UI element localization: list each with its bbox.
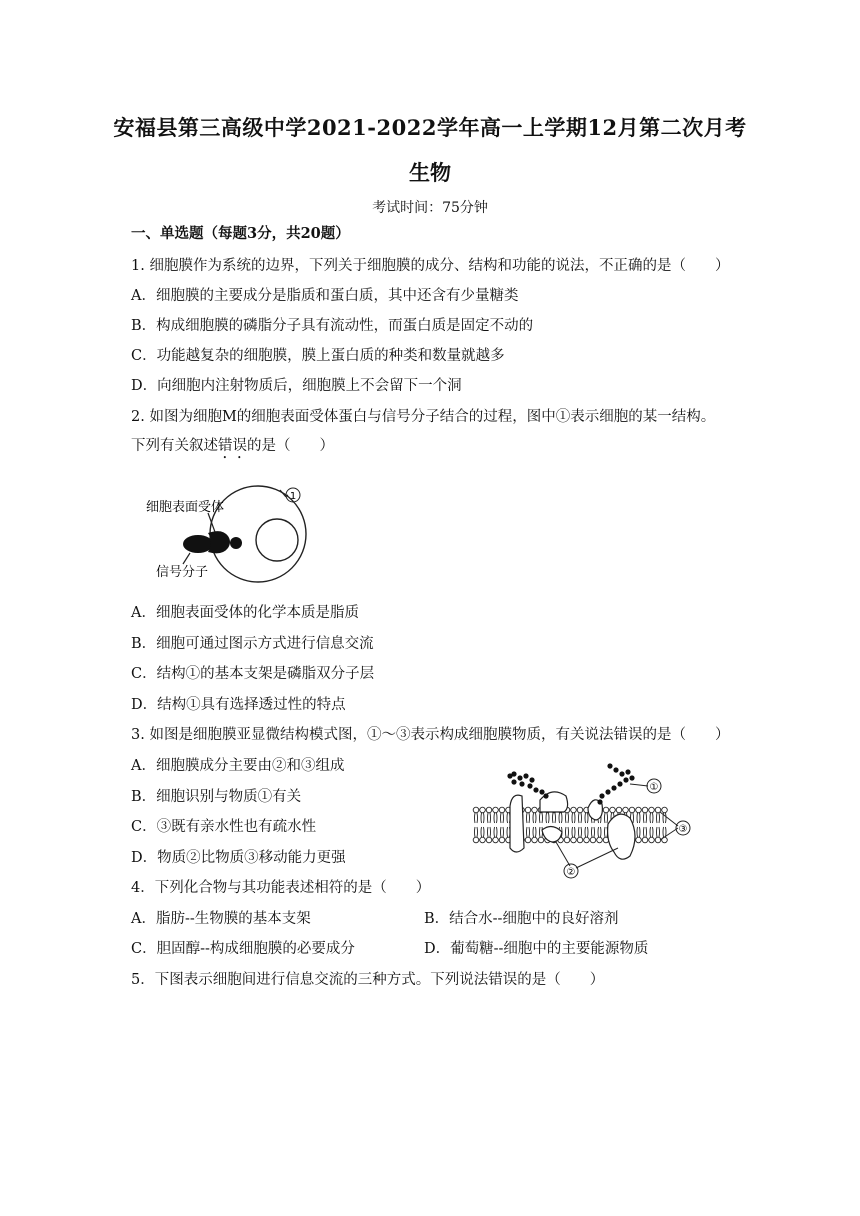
q4-option-d: D．葡萄糖--细胞中的主要能源物质 <box>424 941 649 957</box>
membrane-protein-4 <box>608 814 635 859</box>
q2-stem-emphasis: 错误 <box>218 438 247 454</box>
q3-membrane-figure <box>470 752 695 880</box>
q3-stem: 3. 如图是细胞膜亚显微结构模式图，①～③表示构成细胞膜物质，有关说法错误的是（ ） <box>131 727 730 743</box>
q4-option-c: C．胆固醇--构成细胞膜的必要成分 <box>131 941 355 957</box>
q3-option-b: B．细胞识别与物质①有关 <box>131 789 302 805</box>
glycoprotein-chains <box>507 763 634 804</box>
q2-stem-post: 的是（ ） <box>247 438 334 454</box>
q4-option-b: B．结合水--细胞中的良好溶剂 <box>424 911 619 927</box>
q2-option-b: B．细胞可通过图示方式进行信息交流 <box>131 636 374 652</box>
label-3: ③ <box>678 824 688 835</box>
q2-stem-line1: 2. 如图为细胞M的细胞表面受体蛋白与信号分子结合的过程，图中①表示细胞的某一结构。 <box>131 409 716 425</box>
membrane-protein-1 <box>510 795 524 852</box>
label-1-leader <box>280 490 286 497</box>
q3-option-c: C．③既有亲水性也有疏水性 <box>131 819 317 835</box>
q3-option-d: D．物质②比物质③移动能力更强 <box>131 850 346 866</box>
q2-stem-line2 <box>131 434 334 462</box>
label-1: 1 <box>289 491 297 502</box>
q1-stem: 1. 细胞膜作为系统的边界，下列关于细胞膜的成分、结构和功能的说法，不正确的是（ ） <box>131 258 730 274</box>
q2-option-a: A．细胞表面受体的化学本质是脂质 <box>131 605 359 621</box>
signal-molecule <box>183 535 213 553</box>
label-receptor: 细胞表面受体 <box>146 500 225 515</box>
q1-option-a: A．细胞膜的主要成分是脂质和蛋白质，其中还含有少量糖类 <box>131 288 519 304</box>
exam-title: 安福县第三高级中学2021-2022学年高一上学期12月第二次月考 <box>113 115 747 140</box>
q4-option-a: A．脂肪--生物膜的基本支架 <box>131 911 311 927</box>
q1-option-b: B．构成细胞膜的磷脂分子具有流动性，而蛋白质是固定不动的 <box>131 318 534 334</box>
exam-time: 考试时间：75分钟 <box>372 200 488 216</box>
q3-option-a: A．细胞膜成分主要由②和③组成 <box>131 758 345 774</box>
q5-stem: 5．下图表示细胞间进行信息交流的三种方式。下列说法错误的是（ ） <box>131 972 605 988</box>
q1-option-c: C．功能越复杂的细胞膜，膜上蛋白质的种类和数量就越多 <box>131 348 505 364</box>
q4-stem: 4．下列化合物与其功能表述相符的是（ ） <box>131 880 431 896</box>
surface-receptor <box>208 531 230 553</box>
label-2: ② <box>566 867 576 878</box>
q2-cell-figure <box>138 478 328 586</box>
q1-option-d: D．向细胞内注射物质后，细胞膜上不会留下一个洞 <box>131 378 462 394</box>
q2-stem-pre: 下列有关叙述 <box>131 438 218 454</box>
exam-subject: 生物 <box>409 160 451 185</box>
section-heading: 一、单选题（每题3分，共20题） <box>131 225 350 242</box>
q2-option-c: C．结构①的基本支架是磷脂双分子层 <box>131 666 375 682</box>
label-1: ① <box>649 782 659 793</box>
cell-nucleus <box>256 519 298 561</box>
phospholipid-bilayer <box>473 807 667 843</box>
q2-option-d: D．结构①具有选择透过性的特点 <box>131 697 346 713</box>
label-signal: 信号分子 <box>156 565 209 580</box>
